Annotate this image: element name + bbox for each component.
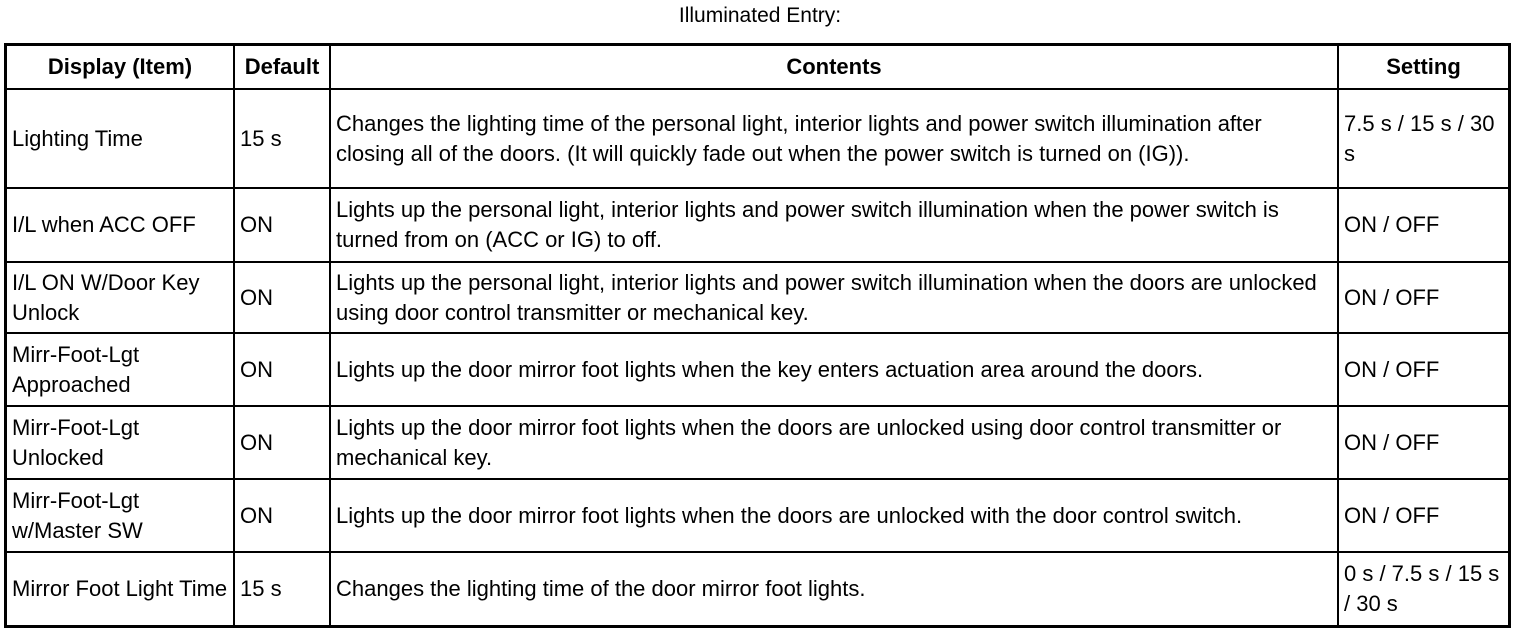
table-row (6, 479, 1509, 552)
table-row (6, 262, 1509, 333)
column-header-contents: Contents (330, 45, 1338, 89)
cell-display: I/L ON W/Door Key Unlock (6, 262, 234, 333)
cell-setting: ON / OFF (1338, 188, 1509, 262)
cell-display: Mirr-Foot-Lgt Unlocked (6, 406, 234, 479)
cell-default: ON (234, 479, 330, 552)
cell-contents: Lights up the door mirror foot lights when the doors are unlocked using door control transmitter or mechanical key. (330, 406, 1338, 479)
cell-contents: Lights up the door mirror foot lights when the doors are unlocked with the door control switch. (330, 479, 1338, 552)
cell-default: 15 s (234, 89, 330, 188)
cell-display: Lighting Time (6, 89, 234, 188)
table-row (6, 188, 1509, 262)
cell-contents: Lights up the personal light, interior lights and power switch illumination when the doors are unlocked using door control transmitter or mechanical key. (330, 262, 1338, 333)
cell-setting: ON / OFF (1338, 262, 1509, 333)
cell-default: ON (234, 262, 330, 333)
cell-contents: Changes the lighting time of the personal light, interior lights and power switch illumination after closing all of the doors. (It will quickly fade out when the power switch is turned on (IG)). (330, 89, 1338, 188)
settings-table (5, 44, 1510, 627)
cell-default: ON (234, 333, 330, 406)
cell-display: Mirr-Foot-Lgt Approached (6, 333, 234, 406)
cell-display: I/L when ACC OFF (6, 188, 234, 262)
cell-default: 15 s (234, 552, 330, 626)
cell-setting: ON / OFF (1338, 333, 1509, 406)
cell-setting: 7.5 s / 15 s / 30 s (1338, 89, 1509, 188)
cell-setting: ON / OFF (1338, 479, 1509, 552)
table-row (6, 552, 1509, 626)
cell-setting: ON / OFF (1338, 406, 1509, 479)
cell-default: ON (234, 406, 330, 479)
column-header-default: Default (234, 45, 330, 89)
cell-contents: Lights up the personal light, interior lights and power switch illumination when the power switch is turned from on (ACC or IG) to off. (330, 188, 1338, 262)
page-title: Illuminated Entry: (678, 4, 842, 27)
column-header-display: Display (Item) (6, 45, 234, 89)
table-row (6, 333, 1509, 406)
table-row (6, 406, 1509, 479)
cell-default: ON (234, 188, 330, 262)
cell-display: Mirror Foot Light Time (6, 552, 234, 626)
table-header-row (6, 45, 1509, 89)
cell-setting: 0 s / 7.5 s / 15 s / 30 s (1338, 552, 1509, 626)
cell-display: Mirr-Foot-Lgt w/Master SW (6, 479, 234, 552)
cell-contents: Changes the lighting time of the door mirror foot lights. (330, 552, 1338, 626)
cell-contents: Lights up the door mirror foot lights when the key enters actuation area around the doors. (330, 333, 1338, 406)
column-header-setting: Setting (1338, 45, 1509, 89)
table-row (6, 89, 1509, 188)
